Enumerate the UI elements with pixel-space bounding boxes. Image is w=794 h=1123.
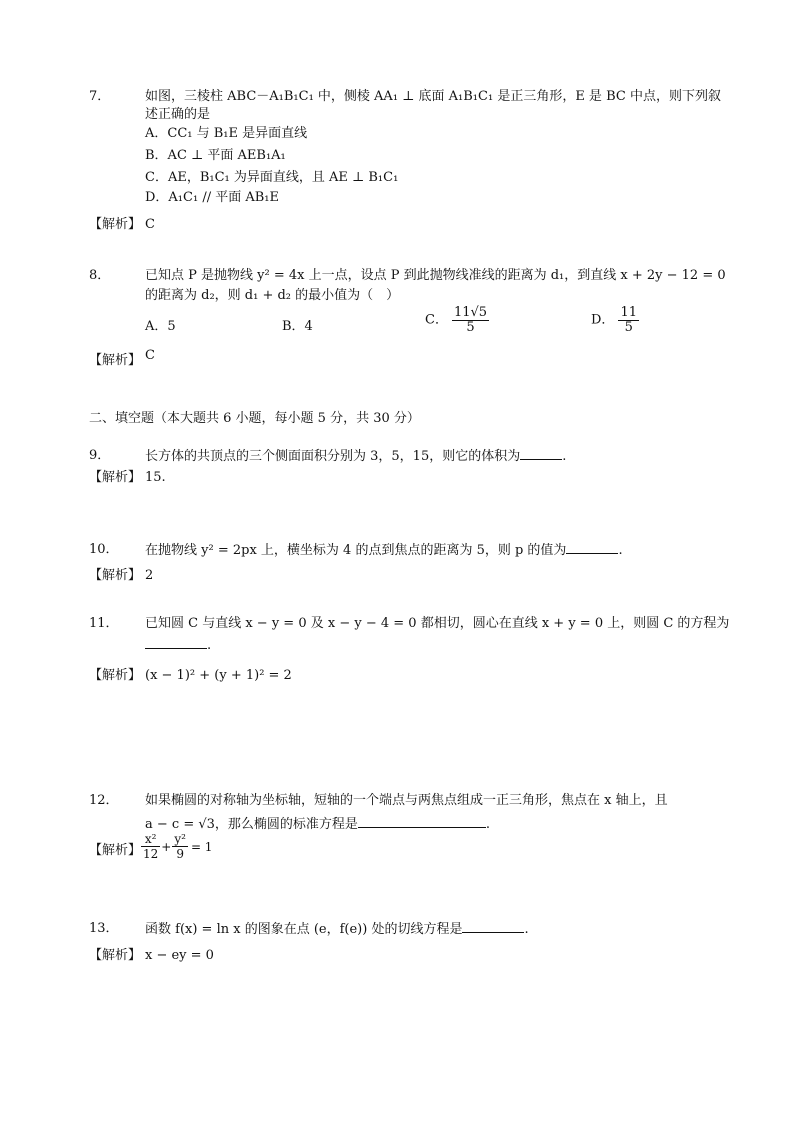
q9-answer-blank [520,447,562,460]
q12-answer-numerator-y: y² [174,832,186,846]
q11-stem-tail: . [207,638,212,653]
q13-number: 13． [89,921,119,936]
q11-stem-line1: 已知圆 C 与直线 x − y = 0 及 x − y − 4 = 0 都相切，圆心在直线 x + y = 0 上，则圆 C 的方程为 [145,616,730,631]
q8-option-a: A．5 [145,319,176,334]
q12-answer-plus: + [161,839,172,854]
q10-answer: 2 [145,568,154,583]
q8-analysis-label: 【解析】 [89,353,142,368]
q12-answer-fraction-y [172,832,188,861]
q11-answer-blank [145,636,207,649]
q12-answer [141,832,212,861]
q8-option-c-label: C． [425,312,448,328]
q9-analysis-label: 【解析】 [89,470,142,485]
q12-answer-denominator-y: 9 [176,847,184,861]
q10-stem-tail: . [618,543,623,558]
q13-answer: x − ey = 0 [145,948,214,963]
q8-option-d-numerator: 11 [620,305,637,320]
q9-stem-text: 长方体的共顶点的三个侧面面积分别为 3，5，15，则它的体积为 [145,449,521,464]
q10-analysis-label: 【解析】 [89,568,142,583]
q13-stem [145,920,529,939]
q7-option-a: A．CC₁ 与 B₁E 是异面直线 [145,126,308,141]
q7-analysis-label: 【解析】 [89,217,142,232]
q10-answer-blank [566,541,618,554]
q9-answer: 15. [145,470,166,485]
q7-stem-line1: 如图，三棱柱 ABC－A₁B₁C₁ 中，侧棱 AA₁ ⊥ 底面 A₁B₁C₁ 是正三角形，E 是 BC 中点，则下列叙 [145,89,721,104]
q12-stem-line1: 如果椭圆的对称轴为坐标轴，短轴的一个端点与两焦点组成一正三角形，焦点在 x 轴上，且 [145,793,668,808]
q8-number: 8． [89,268,111,283]
q13-stem-tail: . [524,922,529,937]
q8-option-d-label: D． [591,312,615,328]
q12-answer-numerator-x: x² [141,832,160,847]
q13-stem-text: 函数 f(x) = ln x 的图象在点 (e，f(e)) 处的切线方程是 [145,922,463,937]
q8-option-d [591,306,639,335]
q12-number: 12． [89,793,119,808]
q8-option-b: B．4 [282,319,313,334]
q8-answer: C [145,348,155,363]
q12-stem-line2-text: a − c = √3，那么椭圆的标准方程是 [145,817,358,832]
q7-option-b: B．AC ⊥ 平面 AEB₁A₁ [145,148,286,163]
q8-option-c-denominator: 5 [466,320,475,335]
q8-option-c [425,306,489,335]
q8-option-c-numerator: 11√5 [453,305,488,320]
q8-option-d-denominator: 5 [624,320,633,335]
q7-option-c: C．AE，B₁C₁ 为异面直线，且 AE ⊥ B₁C₁ [145,170,399,185]
q11-number: 11． [89,616,119,631]
q11-analysis-label: 【解析】 [89,668,142,683]
q12-answer-denominator-x: 12 [143,847,159,861]
q11-answer: (x − 1)² + (y + 1)² = 2 [145,668,292,683]
q11-stem-line2 [145,636,211,655]
q8-stem-line2: 的距离为 d₂，则 d₁ + d₂ 的最小值为（ ） [145,288,400,303]
q12-answer-rest: = 1 [190,839,213,854]
q10-stem-text: 在抛物线 y² = 2px 上，横坐标为 4 的点到焦点的距离为 5，则 p 的值为 [145,543,567,558]
q8-option-c-fraction [452,306,489,335]
q8-option-d-fraction [618,306,639,335]
q7-number: 7． [89,89,111,104]
q10-stem [145,541,623,560]
q12-answer-blank [358,815,486,828]
q9-number: 9． [89,448,111,463]
q10-number: 10． [89,542,119,557]
q8-stem-line1: 已知点 P 是抛物线 y² = 4x 上一点，设点 P 到此抛物线准线的距离为 d₁，到直线 x + 2y − 12 = 0 [145,268,726,283]
q7-option-d: D．A₁C₁ // 平面 AB₁E [145,190,279,205]
q12-analysis-label: 【解析】 [89,843,142,858]
q7-stem-line2: 述正确的是 [145,107,211,122]
q13-answer-blank [462,920,524,933]
q12-stem-tail: . [485,817,491,832]
q13-analysis-label: 【解析】 [89,948,142,963]
q7-answer: C [145,217,155,232]
q9-stem-tail: . [562,449,567,464]
q12-answer-fraction-x [141,832,160,861]
section-fill-in-title: 二、填空题（本大题共 6 小题，每小题 5 分，共 30 分） [89,411,420,426]
q9-stem [145,447,566,466]
